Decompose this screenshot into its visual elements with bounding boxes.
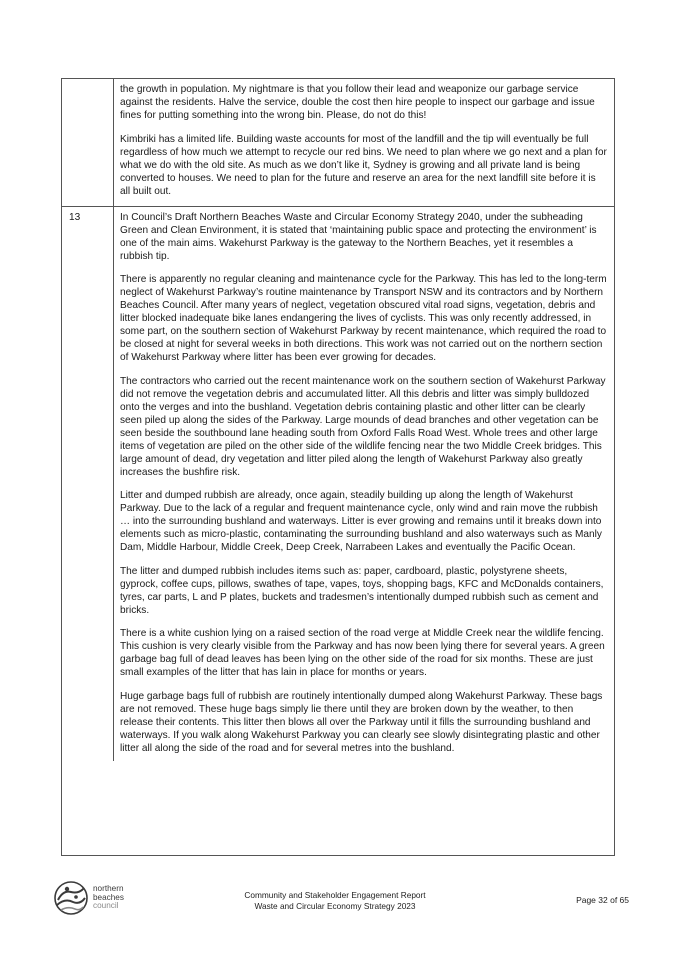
row-number bbox=[62, 79, 114, 206]
paragraph: Kimbriki has a limited life. Building waste accounts for most of the landfill and the tip will eventually be full regardless of how much we attempt to recycle our red bins. We need to plan where we go next and a plan for what we do with the old site. As much as we don’t like it, Sydney is growing and all private land is being converted to houses. We need to plan for the future and reserve an area for the next landfill site before it is all built out. bbox=[120, 133, 607, 197]
logo-line: council bbox=[93, 901, 119, 911]
paragraph: There is apparently no regular cleaning and maintenance cycle for the Parkway. This has led to the long-term neglect of Wakehurst Parkway’s routine maintenance by Transport NSW and its contractors and by Northern Beaches Council. After many years of neglect, vegetation obscured vital road signs, vegetation, debris and litter blocked inadequate bike lanes endangering the lives of cyclists. This was only recently addressed, in some part, on the southern section of Wakehurst Parkway by recent maintenance, which required the road to be closed at night for several weeks in both directions. This work was not carried out on the northern section of Wakehurst Parkway where litter has been ever growing for decades. bbox=[120, 274, 607, 363]
row-number: 13 bbox=[62, 207, 114, 761]
paragraph: Huge garbage bags full of rubbish are routinely intentionally dumped along Wakehurst Parkway. These bags are not removed. These huge bags simply lie there until they are broken down by the weather, to then release their contents. This litter then blows all over the Parkway until it fills the surrounding bushland and waterways. If you walk along Wakehurst Parkway you can clearly see slowly disintegrating plastic and other litter all along the side of the road and for several metres into the bushland. bbox=[120, 690, 603, 754]
council-logo-icon bbox=[53, 880, 89, 916]
logo-line: northern bbox=[93, 883, 124, 893]
table-row bbox=[62, 79, 614, 207]
page-number: Page 32 of 65 bbox=[576, 895, 629, 905]
page-footer bbox=[0, 878, 675, 918]
paragraph: There is a white cushion lying on a raised section of the road verge at Middle Creek near the wildlife fencing. This cushion is very clearly visible from the Parkway and has now been lying there for several years. A green garbage bag full of dead leaves has been lying on the other side of the road for six months. These are just small examples of the litter that has lain in place for months or years. bbox=[120, 628, 605, 678]
response-text bbox=[114, 79, 614, 206]
logo-wordmark bbox=[93, 885, 124, 911]
table-row bbox=[62, 207, 614, 761]
response-table bbox=[61, 78, 615, 856]
paragraph: Litter and dumped rubbish are already, once again, steadily building up along the length of Wakehurst Parkway. Due to the lack of a regular and frequent maintenance cycle, only wind and rain move the rubbish … into the surrounding bushland and waterways. Litter is ever growing and remains until it breaks down into elements such as micro-plastic, contaminating the surrounding bushland and also waterways such as Manly Dam, Middle Harbour, Middle Creek, Deep Creek, Narrabeen Lakes and eventually the Pacific Ocean. bbox=[120, 490, 602, 553]
response-text bbox=[114, 207, 614, 761]
council-logo bbox=[53, 880, 124, 916]
logo-line: beaches bbox=[93, 892, 124, 902]
paragraph: In Council’s Draft Northern Beaches Waste and Circular Economy Strategy 2040, under the subheading Green and Clean Environment, it is stated that ‘maintaining public space and protecting the environment’ is one of the main aims. Wakehurst Parkway is the gateway to the Northern Beaches, yet it resembles a rubbish tip. bbox=[120, 211, 597, 262]
paragraph: The contractors who carried out the recent maintenance work on the southern section of Wakehurst Parkway did not remove the vegetation debris and accumulated litter. All this debris and litter was simply bulldozed onto the verges and into the bushland. Vegetation debris containing plastic and other litter can be clearly seen piled up along the sides of the Parkway. Large mounds of dead branches and other vegetation can be seen beside the southbound lane heading south from Oxford Falls Road West. Whole trees and other large items of vegetation are piled on the other side of the wildlife fencing near the two Middle Creek bridges. This large amount of dead, dry vegetation and litter piled along the length of Wakehurst Parkway also greatly increases the bushfire risk. bbox=[120, 375, 606, 478]
report-subtitle-line: Waste and Circular Economy Strategy 2023 bbox=[254, 900, 416, 911]
paragraph: The litter and dumped rubbish includes items such as: paper, cardboard, plastic, polystyrene sheets, gyprock, coffee cups, pillows, swathes of tape, vapes, toys, shopping bags, KFC and McDonalds containers, tyres, car parts, L and P plates, buckets and tradesmen’s intentionally dumped rubbish such as cement and bricks. bbox=[120, 565, 604, 616]
paragraph: the growth in population. My nightmare is that you follow their lead and weaponize our garbage service against the residents. Halve the service, double the cost then hire people to inspect our garbage and issue fines for putting something into the wrong bin. Please, do not do this! bbox=[120, 84, 595, 121]
report-title bbox=[200, 890, 470, 911]
report-title-line: Community and Stakeholder Engagement Report bbox=[244, 890, 426, 900]
